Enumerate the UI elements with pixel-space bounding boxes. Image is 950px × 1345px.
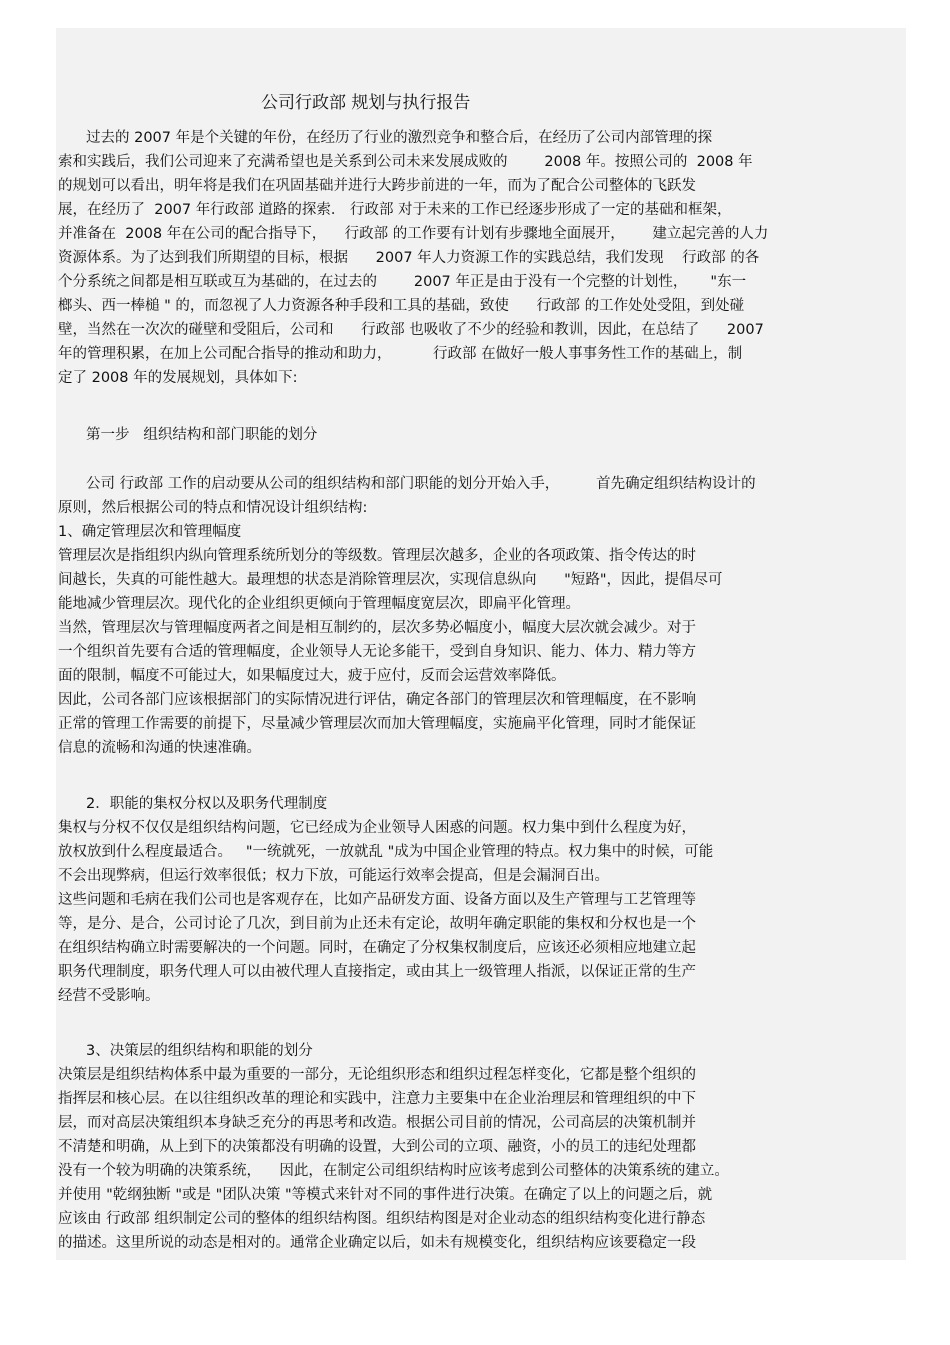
sub3-line: 层，而对高层决策组织本身缺乏充分的再思考和改造。根据公司目前的情况，公司高层的决策机制并 xyxy=(58,1115,696,1131)
subsection-heading: 1、确定管理层次和管理幅度 xyxy=(58,524,242,540)
step1-line: 原则，然后根据公司的特点和情况设计组织结构: xyxy=(58,500,368,516)
sub1-line: 能地减少管理层次。现代化的企业组织更倾向于管理幅度宽层次，即扁平化管理。 xyxy=(58,596,580,612)
sub3-line: 决策层是组织结构体系中最为重要的一部分，无论组织形态和组织过程怎样变化，它都是整个组织的 xyxy=(58,1067,696,1083)
intro-line: 定了 2008 年的发展规划，具体如下: xyxy=(58,370,298,386)
subsection-heading: 2．职能的集权分权以及职务代理制度 xyxy=(86,796,328,812)
intro-line: 的规划可以看出，明年将是我们在巩固基础并进行大跨步前进的一年，而为了配合公司整体的飞跃发 xyxy=(58,178,696,194)
sub1-line: 信息的流畅和沟通的快速准确。 xyxy=(58,740,261,756)
sub3-line: 并使用 "乾纲独断 "或是 "团队决策 "等模式来针对不同的事件进行决策。在确定了以上的问题之后，就 xyxy=(58,1187,713,1203)
sub1-line: 当然，管理层次与管理幅度两者之间是相互制约的，层次多势必幅度小，幅度大层次就会减少。对于 xyxy=(58,620,696,636)
sub3-line: 指挥层和核心层。在以往组织改革的理论和实践中，注意力主要集中在企业治理层和管理组织的中下 xyxy=(58,1091,696,1107)
sub2-line: 职务代理制度，职务代理人可以由被代理人直接指定，或由其上一级管理人指派，以保证正常的生产 xyxy=(58,964,696,980)
sub2-line: 在组织结构确立时需要解决的一个问题。同时，在确定了分权集权制度后，应该还必须相应地建立起 xyxy=(58,940,696,956)
sub2-line: 放权放到什么程度最适合。 "一统就死，一放就乱 "成为中国企业管理的特点。权力集中的时候，可能 xyxy=(58,844,714,860)
sub2-line: 这些问题和毛病在我们公司也是客观存在，比如产品研发方面、设备方面以及生产管理与工艺管理等 xyxy=(58,892,696,908)
intro-line: 并准备在 2008 年在公司的配合指导下， 行政部 的工作要有计划有步骤地全面展开， 建立起完善的人力 xyxy=(58,226,769,242)
subsection-heading: 3、决策层的组织结构和职能的划分 xyxy=(86,1043,313,1059)
sub3-line: 不清楚和明确，从上到下的决策都没有明确的设置，大到公司的立项、融资，小的员工的违纪处理都 xyxy=(58,1139,696,1155)
sub2-line: 集权与分权不仅仅是组织结构问题，它已经成为企业领导人困惑的问题。权力集中到什么程度为好， xyxy=(58,820,696,836)
step1-line: 公司 行政部 工作的启动要从公司的组织结构和部门职能的划分开始入手， 首先确定组织结构设计的 xyxy=(86,476,756,492)
sub1-line: 正常的管理工作需要的前提下，尽量减少管理层次而加大管理幅度，实施扁平化管理，同时才能保证 xyxy=(58,716,696,732)
sub2-line: 等，是分、是合，公司讨论了几次，到目前为止还未有定论，故明年确定职能的集权和分权也是一个 xyxy=(58,916,696,932)
sub2-line: 不会出现弊病，但运行效率很低；权力下放，可能运行效率会提高，但是会漏洞百出。 xyxy=(58,868,609,884)
sub1-line: 一个组织首先要有合适的管理幅度，企业领导人无论多能干，受到自身知识、能力、体力、精力等方 xyxy=(58,644,696,660)
document-title: 公司行政部 规划与执行报告 xyxy=(261,93,471,113)
sub2-line: 经营不受影响。 xyxy=(58,988,160,1004)
intro-line: 展，在经历了 2007 年行政部 道路的探索． 行政部 对于未来的工作已经逐步形成了一定的基础和框架， xyxy=(58,202,732,218)
intro-line: 个分系统之间都是相互联或互为基础的，在过去的 2007 年正是由于没有一个完整的计划性， "东一 xyxy=(58,274,747,290)
intro-line: 资源体系。为了达到我们所期望的目标，根据 2007 年人力资源工作的实践总结，我们发现 行政部 的各 xyxy=(58,250,760,266)
sub1-line: 因此，公司各部门应该根据部门的实际情况进行评估，确定各部门的管理层次和管理幅度，在不影响 xyxy=(58,692,696,708)
sub3-line: 没有一个较为明确的决策系统， 因此，在制定公司组织结构时应该考虑到公司整体的决策系统的建立。 xyxy=(58,1163,729,1179)
intro-line: 壁，当然在一次次的碰壁和受阻后，公司和 行政部 也吸收了不少的经验和教训，因此，在总结了 2007 xyxy=(58,322,764,338)
intro-line: 榔头、西一棒槌 " 的，而忽视了人力资源各种手段和工具的基础，致使 行政部 的工作处处受阻，到处碰 xyxy=(58,298,745,314)
section-heading: 第一步 组织结构和部门职能的划分 xyxy=(86,427,318,443)
sub3-line: 应该由 行政部 组织制定公司的整体的组织结构图。组织结构图是对企业动态的组织结构变化进行静态 xyxy=(58,1211,706,1227)
intro-line: 年的管理积累，在加上公司配合指导的推动和助力， 行政部 在做好一般人事事务性工作的基础上，制 xyxy=(58,346,743,362)
document-page xyxy=(56,28,906,1260)
sub1-line: 面的限制，幅度不可能过大，如果幅度过大，疲于应付，反而会运营效率降低。 xyxy=(58,668,566,684)
sub3-line: 的描述。这里所说的动态是相对的。通常企业确定以后，如未有规模变化，组织结构应该要稳定一段 xyxy=(58,1235,696,1251)
intro-line: 过去的 2007 年是个关键的年份，在经历了行业的激烈竞争和整合后，在经历了公司内部管理的探 xyxy=(86,130,713,146)
sub1-line: 间越长，失真的可能性越大。最理想的状态是消除管理层次，实现信息纵向 "短路"，因此，提倡尽可 xyxy=(58,572,723,588)
intro-line: 索和实践后，我们公司迎来了充满希望也是关系到公司未来发展成败的 2008 年。按照公司的 2008 年 xyxy=(58,154,753,170)
sub1-line: 管理层次是指组织内纵向管理系统所划分的等级数。管理层次越多，企业的各项政策、指令传达的时 xyxy=(58,548,696,564)
